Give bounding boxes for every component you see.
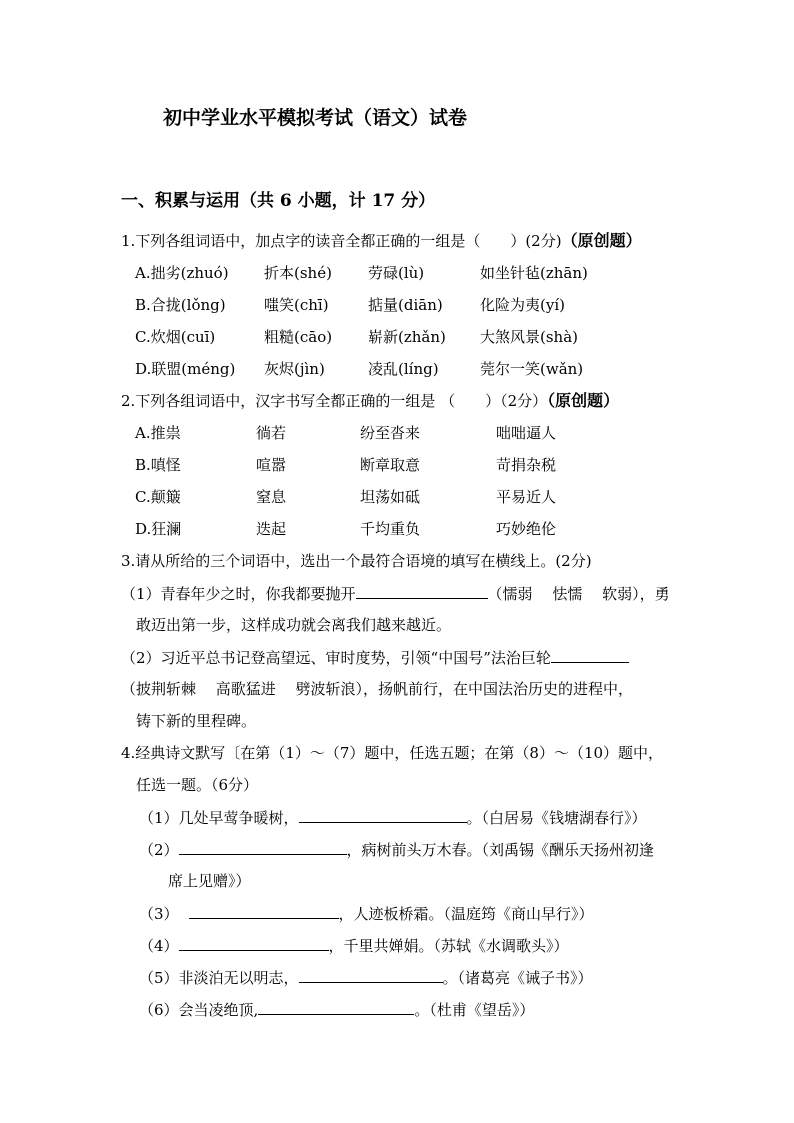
page-title: 初中学业水平模拟考试（语文）试卷 bbox=[163, 107, 468, 129]
q1-option-cell: 凌乱(líng) bbox=[368, 360, 439, 378]
q2-option-cell: A.推祟 bbox=[135, 424, 181, 442]
question-4-stem-line-2: 任选一题。（6分） bbox=[136, 776, 259, 794]
poem-line-2-prefix: （2） bbox=[139, 841, 179, 859]
q3-p2-continuation: 铸下新的里程碑。 bbox=[136, 712, 257, 730]
poem-line-6-prefix: （6）会当凌绝顶, bbox=[139, 1001, 259, 1019]
question-1-text: 1.下列各组词语中，加点字的读音全都正确的一组是（ ）(2分) bbox=[121, 232, 562, 250]
poem-line-3-suffix: ，人迹板桥霜。（温庭筠《商山早行》） bbox=[338, 905, 594, 923]
section-heading: 一、积累与运用（共 6 小题，计 17 分） bbox=[121, 191, 436, 211]
q2-option-cell: 纷至沓来 bbox=[360, 424, 421, 442]
poem-line-6-suffix: 。（杜甫《望岳》） bbox=[414, 1001, 535, 1019]
q3-p2-options: （披荆斩棘 高歌猛进 劈波斩浪），扬帆前行，在中国法治历史的进程中， bbox=[121, 680, 634, 698]
q1-option-cell: 大煞风景(shà) bbox=[480, 328, 579, 346]
q2-option-cell: 苛捐杂税 bbox=[496, 456, 557, 474]
q2-option-cell: C.颠簸 bbox=[135, 488, 181, 506]
q2-option-cell: 徜若 bbox=[256, 424, 287, 442]
answer-blank[interactable] bbox=[189, 903, 339, 919]
q1-option-cell: 粗糙(cāo) bbox=[264, 328, 333, 346]
poem-line-5-suffix: 。（诸葛亮《诫子书》） bbox=[442, 969, 593, 987]
question-2-tag: （原创题） bbox=[547, 391, 620, 410]
answer-blank[interactable] bbox=[179, 839, 347, 855]
q1-option-cell: 掂量(diān) bbox=[368, 296, 443, 314]
q1-option-cell: 劳碌(lù) bbox=[368, 264, 425, 282]
q1-option-cell: 莞尔一笑(wǎn) bbox=[480, 360, 584, 378]
q3-p1-options: （懦弱 怯懦 软弱），勇 bbox=[487, 585, 670, 603]
q2-option-cell: 喧嚣 bbox=[256, 456, 287, 474]
poem-line-4-suffix: ，千里共婵娟。（苏轼《水调歌头》） bbox=[328, 937, 569, 955]
poem-line-3-prefix: （3） bbox=[139, 905, 179, 923]
answer-blank[interactable] bbox=[551, 647, 629, 663]
q1-option-cell: 崭新(zhǎn) bbox=[368, 328, 446, 346]
question-3-part-2 bbox=[121, 647, 629, 668]
answer-blank[interactable] bbox=[179, 935, 329, 951]
q3-p2-prefix: （2）习近平总书记登高望远、审时度势，引领“中国号”法治巨轮 bbox=[121, 649, 551, 667]
answer-blank[interactable] bbox=[258, 999, 414, 1015]
q1-option-cell: B.合拢(lǒng) bbox=[135, 296, 226, 314]
q1-option-cell: 折本(shé) bbox=[264, 264, 332, 282]
q2-option-cell: 千均重负 bbox=[360, 520, 421, 538]
poem-line-4 bbox=[139, 935, 569, 956]
q1-option-cell: 如坐针毡(zhān) bbox=[480, 264, 588, 282]
q3-p1-prefix: （1）青春年少之时，你我都要抛开 bbox=[121, 585, 356, 603]
q1-option-cell: C.炊烟(cuī) bbox=[135, 328, 216, 346]
q2-option-cell: 迭起 bbox=[256, 520, 287, 538]
q1-option-cell: 化险为夷(yí) bbox=[480, 296, 565, 314]
answer-blank[interactable] bbox=[299, 807, 467, 823]
poem-line-5-prefix: （5）非淡泊无以明志， bbox=[139, 969, 299, 987]
q2-option-cell: D.狂澜 bbox=[135, 520, 182, 538]
q1-option-cell: A.拙劣(zhuó) bbox=[135, 264, 229, 282]
poem-line-2 bbox=[139, 839, 654, 860]
q2-option-cell: 坦荡如砥 bbox=[360, 488, 421, 506]
q1-option-cell: 灰烬(jìn) bbox=[264, 360, 325, 378]
poem-line-2-continuation: 席上见赠》） bbox=[168, 872, 251, 890]
answer-blank[interactable] bbox=[299, 967, 443, 983]
question-2-text: 2.下列各组词语中，汉字书写全都正确的一组是 （ ）（2分） bbox=[121, 392, 548, 410]
poem-line-3 bbox=[139, 903, 594, 924]
question-1-stem bbox=[121, 231, 642, 251]
poem-line-1-suffix: 。（白居易《钱塘湖春行》） bbox=[466, 809, 647, 827]
question-4-stem-line-1: 4.经典诗文默写〔在第（1）～（7）题中，任选五题；在第（8）～（10）题中， bbox=[121, 744, 664, 762]
q2-option-cell: 咄咄逼人 bbox=[496, 424, 557, 442]
question-3-part-1 bbox=[121, 583, 670, 604]
q2-option-cell: 断章取意 bbox=[360, 456, 421, 474]
q1-option-cell: D.联盟(méng) bbox=[135, 360, 236, 378]
q1-option-cell: 嗤笑(chī) bbox=[264, 296, 329, 314]
q2-option-cell: B.嗔怪 bbox=[135, 456, 181, 474]
poem-line-1-prefix: （1）几处早莺争暖树， bbox=[139, 809, 299, 827]
q3-p1-continuation: 敢迈出第一步，这样成功就会离我们越来越近。 bbox=[136, 616, 452, 634]
answer-blank[interactable] bbox=[356, 583, 488, 599]
poem-line-6 bbox=[139, 999, 534, 1020]
q2-option-cell: 巧妙绝伦 bbox=[496, 520, 557, 538]
poem-line-4-prefix: （4） bbox=[139, 937, 179, 955]
question-1-tag: （原创题） bbox=[561, 231, 642, 250]
poem-line-1 bbox=[139, 807, 647, 828]
question-2-stem bbox=[121, 391, 619, 411]
poem-line-2-suffix: ，病树前头万木春。（刘禹锡《酬乐天扬州初逢 bbox=[346, 841, 655, 859]
poem-line-5 bbox=[139, 967, 593, 988]
q2-option-cell: 平易近人 bbox=[496, 488, 557, 506]
question-3-stem: 3.请从所给的三个词语中，选出一个最符合语境的填写在横线上。(2分) bbox=[121, 552, 592, 570]
q2-option-cell: 窒息 bbox=[256, 488, 287, 506]
